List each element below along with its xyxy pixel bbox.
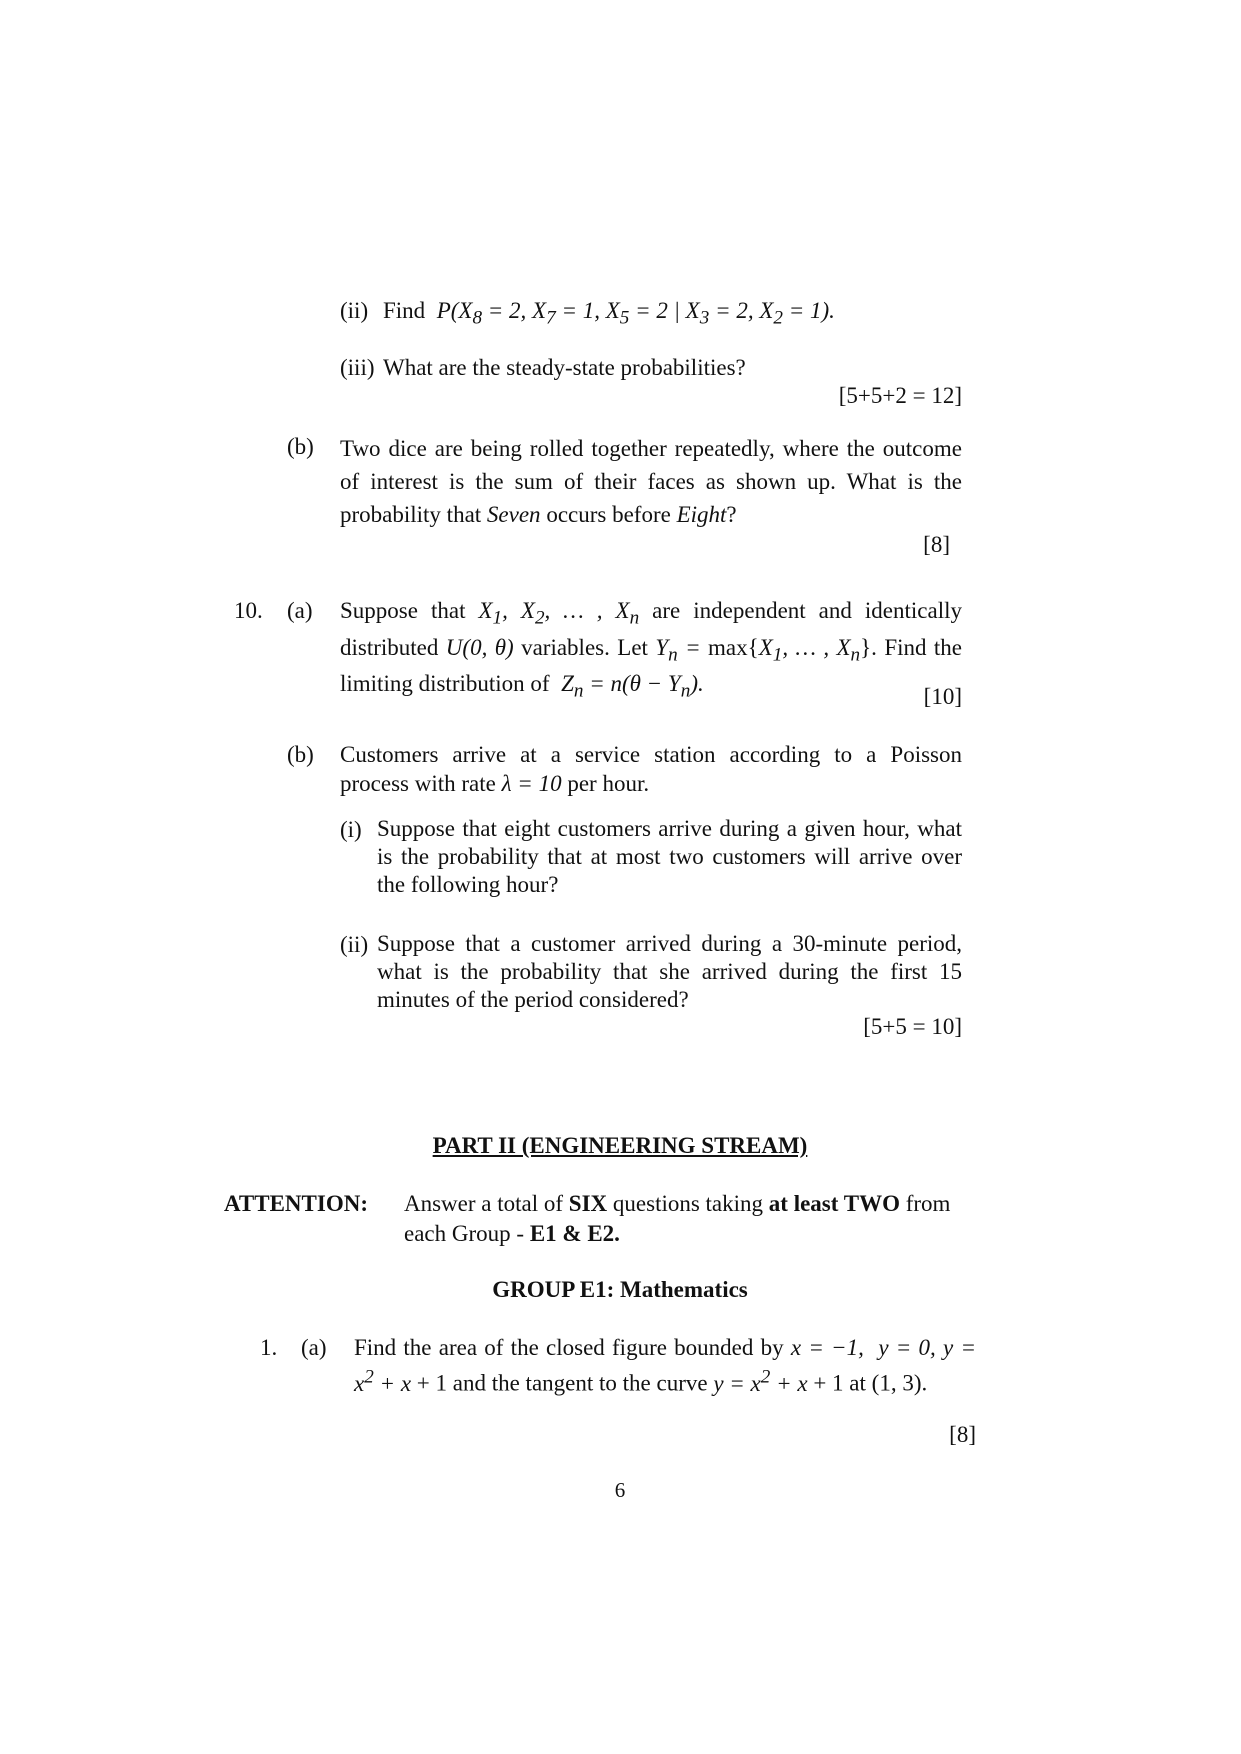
attn-six: SIX: [568, 1191, 608, 1216]
q9-b-marks: [8]: [923, 532, 950, 557]
q10-b-text2: per hour.: [567, 771, 650, 796]
q10-b-ii-text: Suppose that a customer arrived during a 30-minute period, what is the probability that she arrived during the first 15 minutes of the period considered?: [377, 931, 962, 1012]
q10-a-yn: $Y_n$ =: [655, 634, 709, 666]
q1-a-point: (1, 3).: [871, 1370, 928, 1396]
page-number: 6: [614, 1478, 626, 1502]
attn-groups: E1 & E2.: [529, 1221, 620, 1246]
q10-b-text1: Customers arrive at a service station according to a Poisson process with rate: [340, 742, 962, 796]
q1-number: 1.: [260, 1335, 278, 1360]
q10-a-t2: are independent and identically distributed: [340, 598, 962, 660]
q9-a-marks: [5+5+2 = 12]: [838, 383, 962, 408]
q9-iii-label: (iii): [340, 355, 375, 380]
q9-b-text-pre: Two dice are being rolled together repeatedly, where the outcome of interest is the sum of their faces as shown up. What is the probability that: [340, 436, 962, 527]
q10-b-lambda: λ = 10: [501, 771, 562, 796]
q10-a-text: Suppose that $X_1$, $X_2$, … , $X_n$ are independent and identically distributed U(0, θ) variables. Let $Y_n = \max\{X_1$, … , $X_n$}. Find the limiting distribution of $Z_n = n(\theta - Y_n)$.: [340, 598, 963, 702]
q10-b-text: [340, 740, 962, 798]
q1-a-bounds: x = −1, y = 0,: [790, 1335, 936, 1360]
q10-b-i-label: (i): [340, 817, 362, 842]
q10-a-marks: [10]: [923, 684, 962, 709]
attn-at-least-two: at least TWO: [768, 1191, 900, 1216]
q9-b-label: (b): [287, 434, 314, 459]
q1-a-label: (a): [301, 1335, 327, 1360]
q10-b-label: (b): [287, 742, 314, 767]
q10-a-t3: variables. Let: [521, 634, 648, 660]
group-e1-heading: GROUP E1: Mathematics: [492, 1277, 748, 1302]
attn-text-1: Answer a total of: [404, 1191, 564, 1216]
q1-a-curve2: $y = x^2 + x$: [713, 1366, 808, 1396]
q9-b-text-mid: occurs before: [546, 502, 671, 527]
q10-a-zn: $Z_n = n(\theta - Y_n)$.: [561, 671, 704, 702]
q9-b-seven: Seven: [486, 502, 541, 527]
q10-number: 10.: [234, 598, 263, 623]
attn-text-2: questions taking: [612, 1191, 764, 1216]
q9-b-text: [340, 432, 962, 531]
q1-a-t1: Find the area of the closed figure bounded by: [354, 1335, 784, 1360]
q10-b-ii-label: (ii): [340, 932, 369, 957]
q9-ii-find: Find: [383, 298, 426, 323]
q10-a-vars: $X_1$, $X_2$, … , $X_n$: [478, 598, 640, 629]
q10-b-marks: [5+5 = 10]: [863, 1014, 962, 1039]
attn-text-3: from each Group -: [404, 1191, 951, 1246]
q9-b-text-post: ?: [726, 502, 737, 527]
q10-a-t4: . Find the limiting distribution of: [340, 634, 963, 697]
q10-a-t1: Suppose that: [340, 598, 466, 623]
q9-ii-text: [383, 296, 835, 332]
q9-b-eight: Eight: [676, 502, 727, 527]
q1-a-text: [354, 1333, 976, 1398]
q9-ii-label: (ii): [340, 298, 369, 323]
part2-heading: PART II (ENGINEERING STREAM): [432, 1133, 808, 1158]
q1-a-curve: $y = x^2 + x$: [354, 1335, 977, 1396]
q1-a-marks: [8]: [949, 1422, 976, 1447]
q10-a-label: (a): [287, 598, 313, 623]
q10-b-i-text: Suppose that eight customers arrive during a given hour, what is the probability that at most two customers will arrive over the following hour?: [377, 816, 962, 897]
attention-text: [404, 1189, 974, 1249]
q10-a-uniform: U(0, θ): [445, 634, 514, 660]
attention-label: ATTENTION:: [224, 1191, 368, 1216]
q1-a-t3: + 1 at: [813, 1370, 866, 1396]
q9-ii-math: $P(X_8 = 2$, $X_7 = 1$, $X_5 = 2$ | $X_3 = 2$, $X_2 = 1$).: [436, 298, 835, 329]
q1-a-t2: + 1 and the tangent to the curve: [416, 1370, 708, 1396]
q9-iii-text: What are the steady-state probabilities?: [383, 355, 746, 380]
